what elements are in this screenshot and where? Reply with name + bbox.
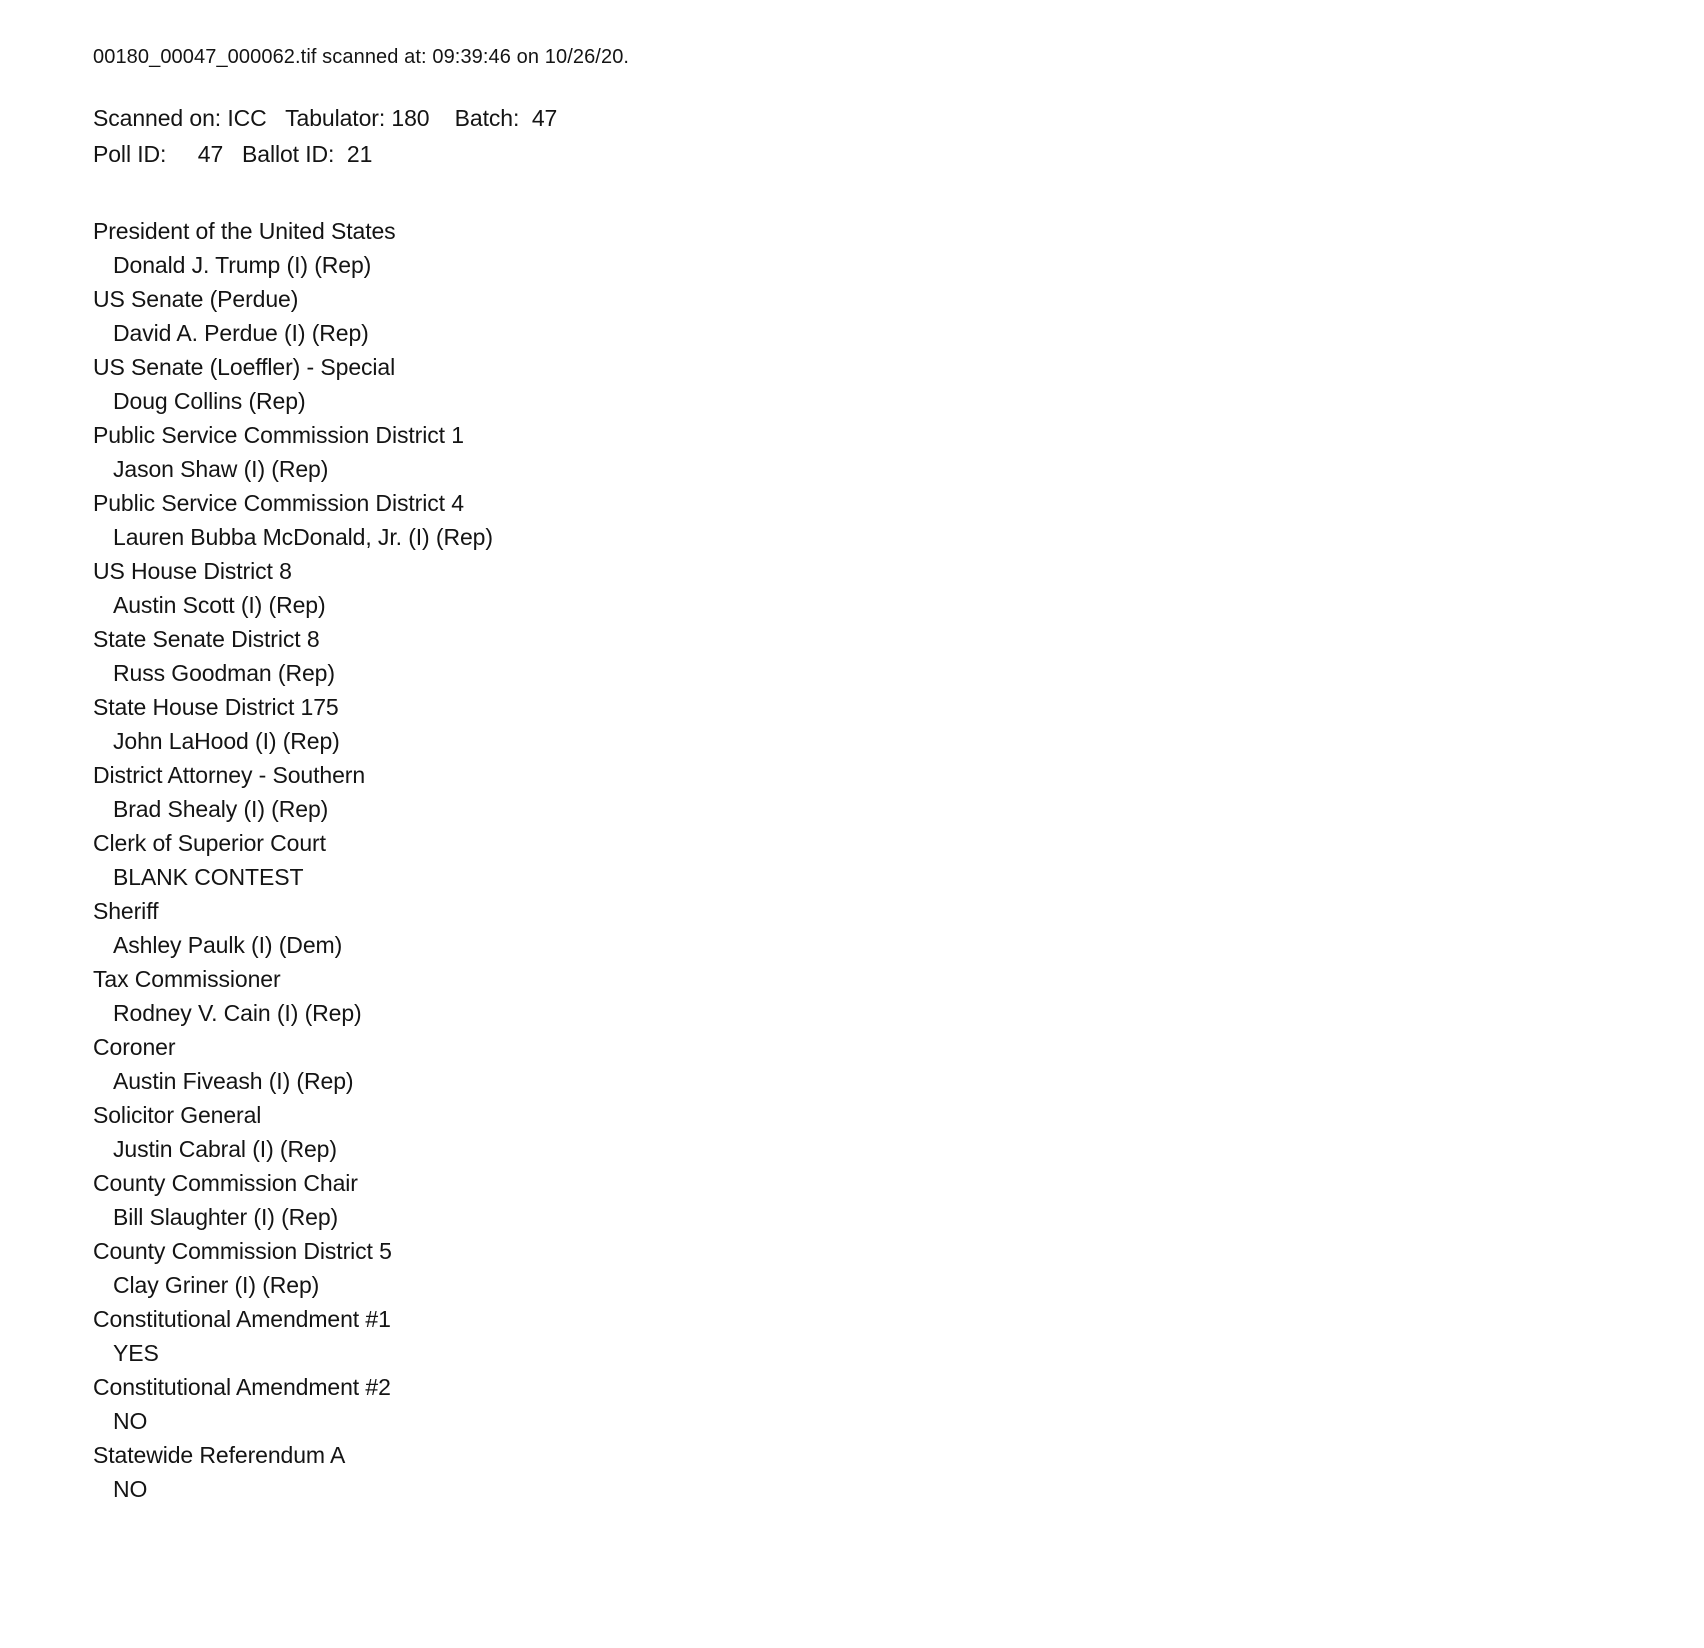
contest-selection: Donald J. Trump (I) (Rep)	[113, 252, 372, 278]
scan-info-line: Scanned on: ICC Tabulator: 180 Batch: 47	[93, 105, 558, 131]
contest-office: Coroner	[93, 1034, 176, 1060]
contest-item	[93, 1438, 1593, 1506]
contest-item	[93, 962, 1593, 1030]
contest-office: Public Service Commission District 4	[93, 490, 464, 516]
contest-selection: Lauren Bubba McDonald, Jr. (I) (Rep)	[113, 524, 493, 550]
contest-office: Public Service Commission District 1	[93, 422, 464, 448]
contest-selection: BLANK CONTEST	[113, 864, 304, 890]
contest-office: State Senate District 8	[93, 626, 320, 652]
contest-selection: Brad Shealy (I) (Rep)	[113, 796, 329, 822]
contest-selection: Austin Fiveash (I) (Rep)	[113, 1068, 354, 1094]
contest-selection: Austin Scott (I) (Rep)	[113, 592, 326, 618]
contest-item	[93, 486, 1593, 554]
contest-selection: Bill Slaughter (I) (Rep)	[113, 1204, 339, 1230]
contest-selection: David A. Perdue (I) (Rep)	[113, 320, 369, 346]
contest-office: US Senate (Perdue)	[93, 286, 299, 312]
contest-selection: Rodney V. Cain (I) (Rep)	[113, 1000, 362, 1026]
contest-selection: Russ Goodman (Rep)	[113, 660, 335, 686]
contest-office: US House District 8	[93, 558, 292, 584]
contest-item	[93, 1030, 1593, 1098]
contest-selection: Clay Griner (I) (Rep)	[113, 1272, 320, 1298]
contest-item	[93, 350, 1593, 418]
contest-selection: John LaHood (I) (Rep)	[113, 728, 340, 754]
contest-office: District Attorney - Southern	[93, 762, 366, 788]
contest-item	[93, 690, 1593, 758]
contest-office: Clerk of Superior Court	[93, 830, 326, 856]
contest-item	[93, 1234, 1593, 1302]
contest-office: Sheriff	[93, 898, 159, 924]
contest-selection: Doug Collins (Rep)	[113, 388, 306, 414]
contest-item	[93, 622, 1593, 690]
contest-item	[93, 554, 1593, 622]
contest-item	[93, 282, 1593, 350]
contest-item	[93, 894, 1593, 962]
poll-info-line: Poll ID: 47 Ballot ID: 21	[93, 141, 373, 167]
contest-selection: NO	[113, 1476, 148, 1502]
contest-item	[93, 418, 1593, 486]
contest-selection: NO	[113, 1408, 148, 1434]
contest-office: Constitutional Amendment #1	[93, 1306, 391, 1332]
contest-office: President of the United States	[93, 218, 396, 244]
contest-office: State House District 175	[93, 694, 339, 720]
contest-item	[93, 1302, 1593, 1370]
contest-selection: YES	[113, 1340, 159, 1366]
contest-office: Constitutional Amendment #2	[93, 1374, 391, 1400]
contest-office: Solicitor General	[93, 1102, 262, 1128]
contest-list	[93, 214, 1593, 1506]
contest-item	[93, 758, 1593, 826]
contest-office: County Commission District 5	[93, 1238, 392, 1264]
contest-office: County Commission Chair	[93, 1170, 358, 1196]
contest-office: Statewide Referendum A	[93, 1442, 346, 1468]
contest-item	[93, 1098, 1593, 1166]
contest-item	[93, 214, 1593, 282]
contest-office: US Senate (Loeffler) - Special	[93, 354, 396, 380]
contest-item	[93, 1370, 1593, 1438]
contest-selection: Justin Cabral (I) (Rep)	[113, 1136, 337, 1162]
contest-office: Tax Commissioner	[93, 966, 281, 992]
scanned-ballot-report	[93, 42, 1593, 1506]
scan-filename-line: 00180_00047_000062.tif scanned at: 09:39:46 on 10/26/20.	[93, 46, 630, 68]
contest-item	[93, 826, 1593, 894]
contest-item	[93, 1166, 1593, 1234]
contest-selection: Ashley Paulk (I) (Dem)	[113, 932, 343, 958]
contest-selection: Jason Shaw (I) (Rep)	[113, 456, 329, 482]
